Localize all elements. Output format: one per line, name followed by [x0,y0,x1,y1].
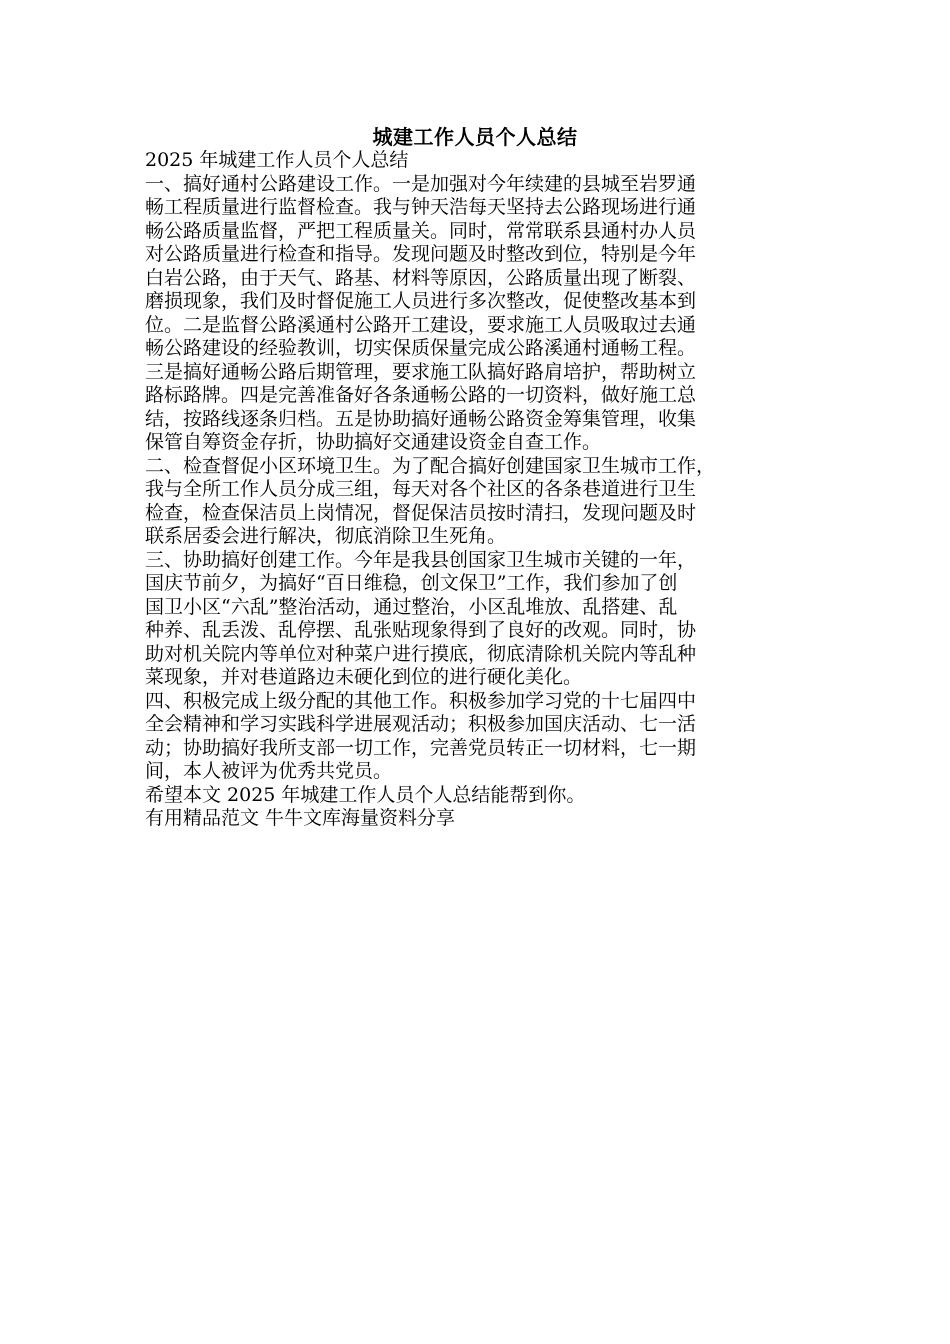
paragraph-line: 我与全所工作人员分成三组，每天对各个社区的各条巷道进行卫生 [145,478,697,500]
paragraph-line: 间，本人被评为优秀共党员。 [145,760,393,782]
paragraph-line: 磨损现象，我们及时督促施工人员进行多次整改，促使整改基本到 [145,290,697,312]
paragraph-line: 畅工程质量进行监督检查。我与钟天浩每天坚持去公路现场进行通 [145,196,697,218]
paragraph-line: 全会精神和学习实践科学进展观活动；积极参加国庆活动、七一活 [145,713,697,735]
paragraph-line: 助对机关院内等单位对种菜户进行摸底，彻底清除机关院内等乱种 [145,642,697,665]
footer-line: 有用精品范文 牛牛文库海量资料分享 [145,807,456,829]
paragraph-line: 二、检查督促小区环境卫生。为了配合搞好创建国家卫生城市工作， [145,454,716,477]
paragraph-line: 菜现象，并对巷道路边未硬化到位的进行硬化美化。 [145,666,583,688]
paragraph-line: 动；协助搞好我所支部一切工作，完善党员转正一切材料，七一期 [145,736,697,759]
paragraph-line: 联系居委会进行解决，彻底消除卫生死角。 [145,525,507,547]
paragraph-line: 对公路质量进行检查和指导。发现问题及时整改到位，特别是今年 [145,243,697,265]
paragraph-line: 三是搞好通畅公路后期管理，要求施工队搞好路肩培护，帮助树立 [145,360,697,383]
paragraph-line: 检查，检查保洁员上岗情况，督促保洁员按时清扫，发现问题及时 [145,501,697,524]
paragraph-line: 三、协助搞好创建工作。今年是我县创国家卫生城市关键的一年， [145,548,697,571]
document-title: 城建工作人员个人总结 [372,125,578,149]
paragraph-line: 位。二是监督公路溪通村公路开工建设，要求施工人员吸取过去通 [145,313,697,336]
paragraph-line: 四、积极完成上级分配的其他工作。积极参加学习党的十七届四中 [145,689,697,712]
paragraph-line: 保管自筹资金存折，协助搞好交通建设资金自查工作。 [145,431,602,453]
paragraph-line: 路标路牌。四是完善准备好各条通畅公路的一切资料，做好施工总 [145,384,697,406]
paragraph-line: 白岩公路，由于天气、路基、材料等原因，公路质量出现了断裂、 [145,266,697,289]
document-body [145,149,805,831]
subtitle-line: 2025 年城建工作人员个人总结 [145,149,409,171]
paragraph-line: 一、搞好通村公路建设工作。一是加强对今年续建的县城至岩罗通 [145,172,697,195]
paragraph-line: 种养、乱丢泼、乱停摆、乱张贴现象得到了良好的改观。同时，协 [145,619,697,641]
paragraph-line: 结，按路线逐条归档。五是协助搞好通畅公路资金筹集管理，收集 [145,407,697,430]
paragraph-line: 国庆节前夕，为搞好“百日维稳，创文保卫”工作，我们参加了创 [145,572,678,594]
paragraph-line: 畅公路质量监督，严把工程质量关。同时，常常联系县通村办人员 [145,219,697,242]
paragraph-line: 国卫小区“六乱”整治活动，通过整治，小区乱堆放、乱搭建、乱 [145,595,678,618]
closing-line: 希望本文 2025 年城建工作人员个人总结能帮到你。 [145,783,586,806]
paragraph-line: 畅公路建设的经验教训，切实保质保量完成公路溪通村通畅工程。 [145,337,697,359]
